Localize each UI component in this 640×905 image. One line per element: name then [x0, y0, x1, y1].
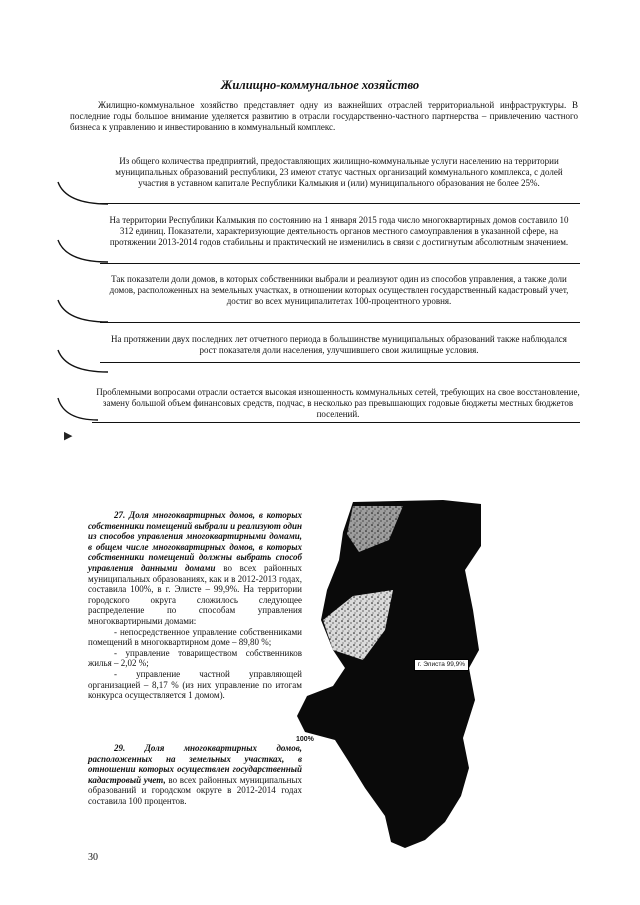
list-item: - управление частной управляющей организацией – 8,17 % (из них управление по итогам конкурса осуществляется 1 домом).: [88, 668, 302, 701]
callout-living-conditions: На протяжении двух последних лет отчетного периода в большинстве муниципальных образований также наблюдался рост показателя доли населения, улучшившего свои жилищные условия.: [111, 334, 567, 355]
page-number: 30: [88, 852, 98, 863]
indicator-29-heading: 29. Доля многоквартирных домов, расположенных на земельных участках, в отношении которых осуществлен государственный кадастровый учет,: [88, 743, 302, 785]
map-city-label: г. Элиста 99,9%: [414, 659, 469, 671]
bracket-curve-icon: [56, 180, 112, 210]
indicator-27-block: [88, 510, 302, 701]
indicator-27-text: во всех районных муниципальных образованиях, как и в 2012-2013 годах, составила 100%, в г. Элисте – 99,9%. На территории городского округа сложилось следующее распределение по способам управления многоквартирными домами:: [88, 562, 303, 626]
bracket-curve-icon: [56, 298, 112, 328]
callout-problems: Проблемными вопросами отрасли остается высокая изношенность коммунальных сетей, требующих на свое восстановление, замену большой объем финансовых средств, подчас, в несколько раз превышающих годовые бюджеты местных бюджетов поселений.: [96, 387, 580, 419]
callout-divider: [92, 422, 580, 423]
list-item: - управление товариществом собственников жилья – 2,02 %;: [88, 647, 302, 669]
callout-private-enterprises: Из общего количества предприятий, предоставляющих жилищно-коммунальные услуги населению на территории муниципальных образований республики, 23 имеют статус частных организаций коммунального комплекса, с долей участия в уставном капитале Республики Калмыкия и (или) муниципального образования не более 25%.: [115, 156, 563, 188]
section-title: Жилищно-коммунальное хозяйство: [220, 78, 420, 92]
arrow-marker-icon: ▶: [64, 430, 73, 442]
region-map-shape: [293, 500, 483, 850]
callout-management-share: Так показатели доли домов, в которых собственники выбрали и реализуют один из способов управления, а также доли домов, расположенных на земельных участках, в отношении которых осуществлен государственный кадастровый учет, достиг во всех муниципалитетах 100-процентного уровня.: [109, 274, 569, 306]
list-item: - непосредственное управление собственниками помещений в многоквартирном доме – 89,80 %;: [88, 626, 302, 648]
callout-divider: [100, 263, 580, 264]
callout-apartment-count: На территории Республики Калмыкия по состоянию на 1 января 2015 года число многоквартирных домов составило 10 312 единиц. Показатели, характеризующие деятельность органов местного самоуправления в указанной сфере, на протяжении 2013-2014 годов стабильны и практический не изменились в связи с достигнутым абсолютным значением.: [109, 215, 569, 247]
map-percent-label: 100%: [296, 736, 314, 743]
callout-divider: [100, 322, 580, 323]
bracket-curve-icon: [56, 348, 112, 378]
indicator-29-block: [88, 743, 302, 807]
region-map: [293, 500, 483, 850]
bracket-curve-icon: [56, 238, 112, 268]
callout-divider: [100, 362, 580, 363]
indicator-27-heading: 27. Доля многоквартирных домов, в которых собственники помещений выбрали и реализуют один из способов управления многоквартирными домами, в общем числе многоквартирных домов, в которых собственники помещений должны выбрать способ управления данными домами: [88, 510, 302, 573]
bracket-curve-icon: [56, 396, 102, 426]
callout-divider: [100, 203, 580, 204]
indicator-29-text: во всех районных муниципальных образований и городском округе в 2012-2014 годах составила 100 процентов.: [88, 774, 303, 806]
intro-paragraph: Жилищно-коммунальное хозяйство представляет одну из важнейших отраслей территориальной инфраструктуры. В последние годы большое внимание уделяется развитию в отрасли государственно-частного партнерства – привлечению частного бизнеса к управлению и инвестированию в коммунальный комплекс.: [70, 100, 578, 132]
